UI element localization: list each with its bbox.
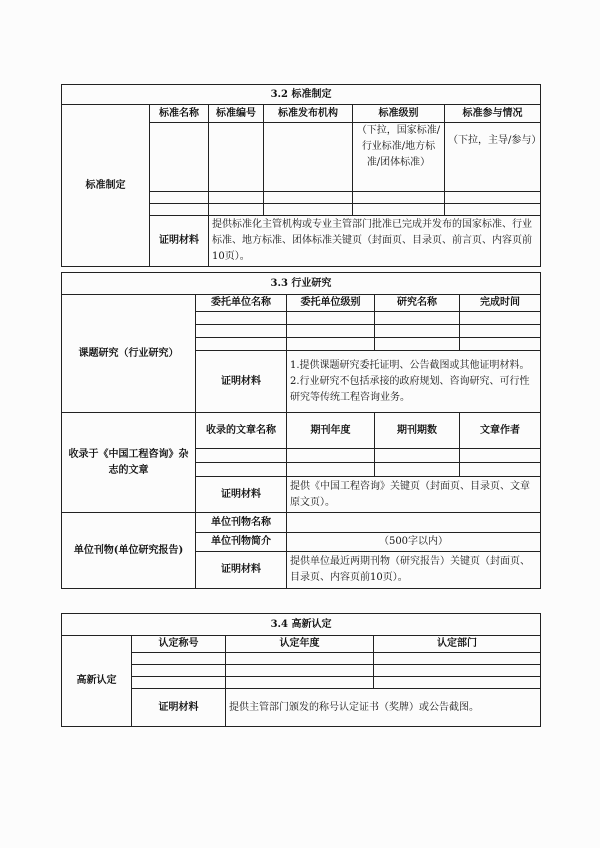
table-industry-research	[61, 272, 541, 589]
col-header: 期刊期数	[375, 413, 460, 449]
input-cell[interactable]	[445, 204, 541, 216]
input-cell[interactable]	[375, 449, 460, 463]
input-cell[interactable]	[132, 665, 226, 677]
col-header: 期刊年度	[287, 413, 375, 449]
input-cell[interactable]	[264, 204, 353, 216]
input-cell[interactable]	[287, 312, 375, 325]
input-cell[interactable]	[375, 463, 460, 477]
input-cell[interactable]	[287, 449, 375, 463]
input-cell[interactable]	[264, 192, 353, 204]
section-title: 3.2 标准制定	[62, 85, 541, 105]
input-cell[interactable]	[209, 204, 264, 216]
proof-line-1: 1.提供课题研究委托证明、公告截图或其他证明材料。	[290, 359, 530, 371]
input-cell[interactable]	[226, 665, 374, 677]
row-label-high-tech: 高新认定	[62, 636, 132, 727]
section-title: 3.3 行业研究	[62, 273, 541, 295]
participation-dropdown-hint[interactable]: （下拉，主导/参与）	[445, 123, 541, 192]
input-cell[interactable]	[460, 338, 541, 351]
section-title: 3.4 高新认定	[62, 614, 541, 636]
input-cell[interactable]	[150, 192, 209, 204]
input-cell[interactable]	[209, 123, 264, 192]
input-cell[interactable]	[445, 192, 541, 204]
col-header: 认定部门	[374, 636, 541, 653]
input-cell[interactable]	[209, 192, 264, 204]
proof-label: 证明材料	[150, 216, 209, 267]
table-standard-setting	[61, 84, 541, 267]
level-dropdown-hint[interactable]: （下拉，国家标准/行业标准/地方标准/团体标准）	[353, 123, 445, 192]
proof-label: 证明材料	[196, 351, 287, 413]
input-cell[interactable]	[150, 204, 209, 216]
input-cell[interactable]	[374, 677, 541, 689]
row-label-research: 课题研究（行业研究）	[62, 295, 196, 413]
journal-name-label: 单位刊物名称	[196, 513, 287, 533]
input-cell[interactable]	[226, 653, 374, 665]
proof-text	[287, 351, 541, 413]
input-cell[interactable]	[264, 123, 353, 192]
input-cell[interactable]	[460, 463, 541, 477]
input-cell[interactable]	[132, 653, 226, 665]
input-cell[interactable]	[353, 204, 445, 216]
row-label-standard: 标准制定	[62, 105, 150, 267]
input-cell[interactable]	[150, 123, 209, 192]
input-cell[interactable]	[375, 312, 460, 325]
proof-text: 提供《中国工程咨询》关键页（封面页、目录页、文章原文页）。	[287, 477, 541, 513]
col-header: 认定称号	[132, 636, 226, 653]
proof-text: 提供标准化主管机构或专业主管部门批准已完成并发布的国家标准、行业标准、地方标准、团体标准关键页（封面页、目录页、前言页、内容页前10页）。	[209, 216, 541, 267]
row-label-journal: 单位刊物(单位研究报告)	[62, 513, 196, 589]
proof-text: 提供主管部门颁发的称号认定证书（奖牌）或公告截图。	[226, 689, 541, 727]
proof-label: 证明材料	[132, 689, 226, 727]
col-header: 收录的文章名称	[196, 413, 287, 449]
col-header: 委托单位级别	[287, 295, 375, 312]
input-cell[interactable]	[460, 325, 541, 338]
col-header: 研究名称	[375, 295, 460, 312]
col-header: 认定年度	[226, 636, 374, 653]
input-cell[interactable]	[374, 653, 541, 665]
input-cell[interactable]	[287, 463, 375, 477]
input-cell[interactable]	[460, 449, 541, 463]
input-cell[interactable]	[375, 325, 460, 338]
input-cell[interactable]	[132, 677, 226, 689]
input-cell[interactable]	[375, 338, 460, 351]
journal-intro-input[interactable]: （500字以内）	[287, 533, 541, 552]
proof-text: 提供单位最近两期刊物（研究报告）关键页（封面页、目录页、内容页前10页）。	[287, 552, 541, 589]
col-header: 标准发布机构	[264, 105, 353, 123]
input-cell[interactable]	[196, 338, 287, 351]
input-cell[interactable]	[353, 192, 445, 204]
col-header: 完成时间	[460, 295, 541, 312]
input-cell[interactable]	[226, 677, 374, 689]
col-header: 标准参与情况	[445, 105, 541, 123]
proof-label: 证明材料	[196, 552, 287, 589]
proof-label: 证明材料	[196, 477, 287, 513]
input-cell[interactable]	[196, 463, 287, 477]
row-label-magazine: 收录于《中国工程咨询》杂志的文章	[62, 413, 196, 513]
proof-line-2: 2.行业研究不包括承接的政府规划、咨询研究、可行性研究等传统工程咨询业务。	[290, 375, 530, 403]
col-header: 标准名称	[150, 105, 209, 123]
input-cell[interactable]	[196, 449, 287, 463]
input-cell[interactable]	[287, 325, 375, 338]
input-cell[interactable]	[374, 665, 541, 677]
input-cell[interactable]	[287, 338, 375, 351]
col-header: 委托单位名称	[196, 295, 287, 312]
col-header: 文章作者	[460, 413, 541, 449]
journal-name-input[interactable]	[287, 513, 541, 533]
journal-intro-label: 单位刊物简介	[196, 533, 287, 552]
input-cell[interactable]	[196, 325, 287, 338]
col-header: 标准级别	[353, 105, 445, 123]
col-header: 标准编号	[209, 105, 264, 123]
table-high-tech	[61, 613, 541, 727]
input-cell[interactable]	[460, 312, 541, 325]
input-cell[interactable]	[196, 312, 287, 325]
